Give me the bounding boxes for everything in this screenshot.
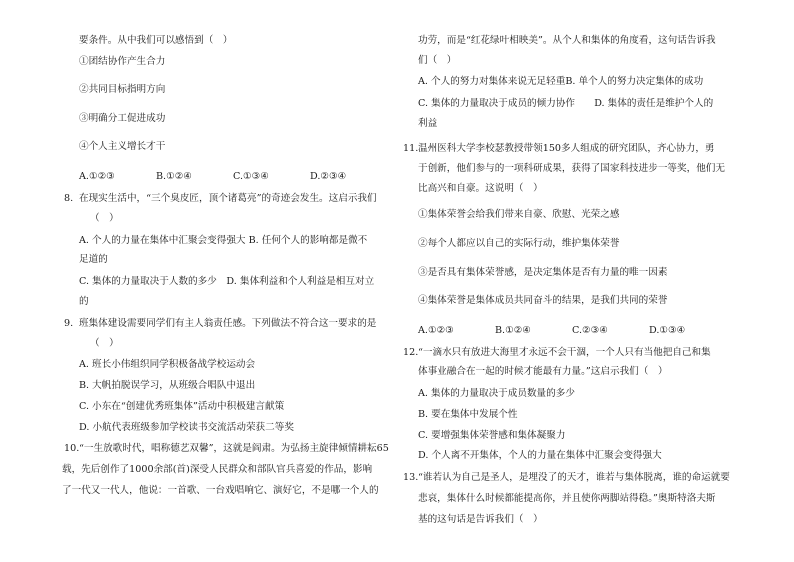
q9-option-d: D. 小航代表班级参加学校读书交流活动荣获二等奖 bbox=[79, 422, 294, 433]
q12-option-b: B. 要在集体中发展个性 bbox=[418, 409, 518, 420]
q7-option-a: A.①②③ bbox=[79, 171, 115, 182]
q11-option-c: C.②③④ bbox=[572, 325, 608, 336]
q11-item-4: ④集体荣誉是集体成员共同奋斗的结果，是我们共同的荣誉 bbox=[418, 295, 668, 306]
q10-stem-line-1: “一生放歌时代，唱称德艺双馨”，这就是阎肃。为弘扬主旋律倾情耕耘65 bbox=[79, 443, 389, 454]
q7-item-1: ①团结协作产生合力 bbox=[79, 56, 166, 67]
q13-number: 13. bbox=[403, 472, 419, 483]
q8-stem-line-2: （ ） bbox=[90, 213, 119, 224]
q8-option-line-4: 的 bbox=[79, 296, 89, 307]
q9-stem-line-1: 班集体建设需要同学们有主人翁责任感。下列做法不符合这一要求的是 bbox=[79, 318, 377, 329]
q11-stem-line-3: 比高兴和自豪。这说明（ ） bbox=[418, 183, 543, 194]
q10-stem-line-2: 载，先后创作了1000余部(首)深受人民群众和部队官兵喜爱的作品，影响 bbox=[62, 464, 373, 475]
q12-stem-line-2: 体事业融合在一起的时候才能最有力量。”这启示我们（ ） bbox=[418, 366, 668, 377]
q8-number: 8. bbox=[64, 193, 74, 204]
q11-item-2: ②每个人都应以自己的实际行动，维护集体荣誉 bbox=[418, 238, 620, 249]
q11-item-1: ①集体荣誉会给我们带来自豪、欣慰、光荣之感 bbox=[418, 209, 620, 220]
q8-option-line-1: A. 个人的力量在集体中汇聚会变得强大 B. 任何个人的影响都是微不 bbox=[79, 235, 368, 246]
q10-option-line-1: A. 个人的努力对集体来说无足轻重B. 单个人的努力决定集体的成功 bbox=[418, 76, 704, 87]
q10-number: 10. bbox=[64, 443, 80, 454]
q12-number: 12. bbox=[403, 347, 419, 358]
q11-number: 11. bbox=[403, 143, 419, 154]
q7-option-b: B.①②④ bbox=[156, 171, 192, 182]
q9-stem-line-2: （ ） bbox=[90, 338, 119, 349]
q10-cont-line-2: 们（ ） bbox=[418, 55, 457, 66]
q11-option-a: A.①②③ bbox=[418, 325, 454, 336]
q8-option-line-3: C. 集体的力量取决于人数的多少 D. 集体利益和个人利益是相互对立 bbox=[79, 276, 375, 287]
q10-option-line-2: C. 集体的力量取决于成员的倾力协作 D. 集体的责任是维护个人的 bbox=[418, 98, 714, 109]
q12-option-a: A. 集体的力量取决于成员数量的多少 bbox=[418, 388, 575, 399]
q8-option-line-2: 足道的 bbox=[79, 254, 108, 265]
q7-option-c: C.①③④ bbox=[233, 171, 269, 182]
q13-stem-line-2: 悲哀，集体什么时候都能提高你，并且使你两脚站得稳。”奥斯特洛夫斯 bbox=[418, 493, 716, 504]
q12-stem-line-1: “一滴水只有放进大海里才永远不会干涸，一个人只有当他把自己和集 bbox=[418, 347, 711, 358]
q13-stem-line-1: “谁若认为自己是圣人，是埋没了的天才，谁若与集体脱离，谁的命运就要 bbox=[418, 472, 730, 483]
q10-option-line-3: 利益 bbox=[418, 118, 438, 129]
q7-item-2: ②共同目标指明方向 bbox=[79, 84, 166, 95]
q11-stem-line-2: 于创新，他们参与的一项科研成果，获得了国家科技进步一等奖，他们无 bbox=[418, 163, 725, 174]
q11-item-3: ③是否具有集体荣誉感，是决定集体是否有力量的唯一因素 bbox=[418, 267, 668, 278]
q8-stem-line-1: 在现实生活中，“三个臭皮匠，顶个诸葛亮”的奇迹会发生。这启示我们 bbox=[79, 193, 377, 204]
q10-cont-line-1: 功劳，而是“红花绿叶相映美”。从个人和集体的角度看，这句话告诉我 bbox=[418, 35, 716, 46]
q11-option-d: D.①③④ bbox=[649, 325, 686, 336]
q12-option-d: D. 个人离不开集体，个人的力量在集体中汇聚会变得强大 bbox=[418, 450, 662, 461]
q13-stem-line-3: 基的这句话是告诉我们（ ） bbox=[418, 514, 543, 525]
q7-stem-tail: 要条件。从中我们可以感悟到（ ） bbox=[79, 35, 233, 46]
q11-option-b: B.①②④ bbox=[495, 325, 531, 336]
q9-option-b: B. 大帆拍脱误学习，从班级合唱队中退出 bbox=[79, 380, 256, 391]
q9-option-a: A. 班长小伟组织同学积极备战学校运动会 bbox=[79, 359, 256, 370]
q9-number: 9. bbox=[64, 318, 74, 329]
q7-item-3: ③明确分工促进成功 bbox=[79, 113, 166, 124]
q7-item-4: ④个人主义增长才干 bbox=[79, 141, 166, 152]
q7-option-d: D.②③④ bbox=[310, 171, 347, 182]
q11-stem-line-1: 温州医科大学李校瑟教授带领150多人组成的研究团队，齐心协力，勇 bbox=[418, 143, 715, 154]
q12-option-c: C. 要增强集体荣誉感和集体凝聚力 bbox=[418, 430, 566, 441]
q10-stem-line-3: 了一代又一代人，他说：一首歌、一台戏唱响它、演好它，不是哪一个人的 bbox=[62, 485, 379, 496]
q9-option-c: C. 小东在“创建优秀班集体”活动中积极建言献策 bbox=[79, 401, 285, 412]
